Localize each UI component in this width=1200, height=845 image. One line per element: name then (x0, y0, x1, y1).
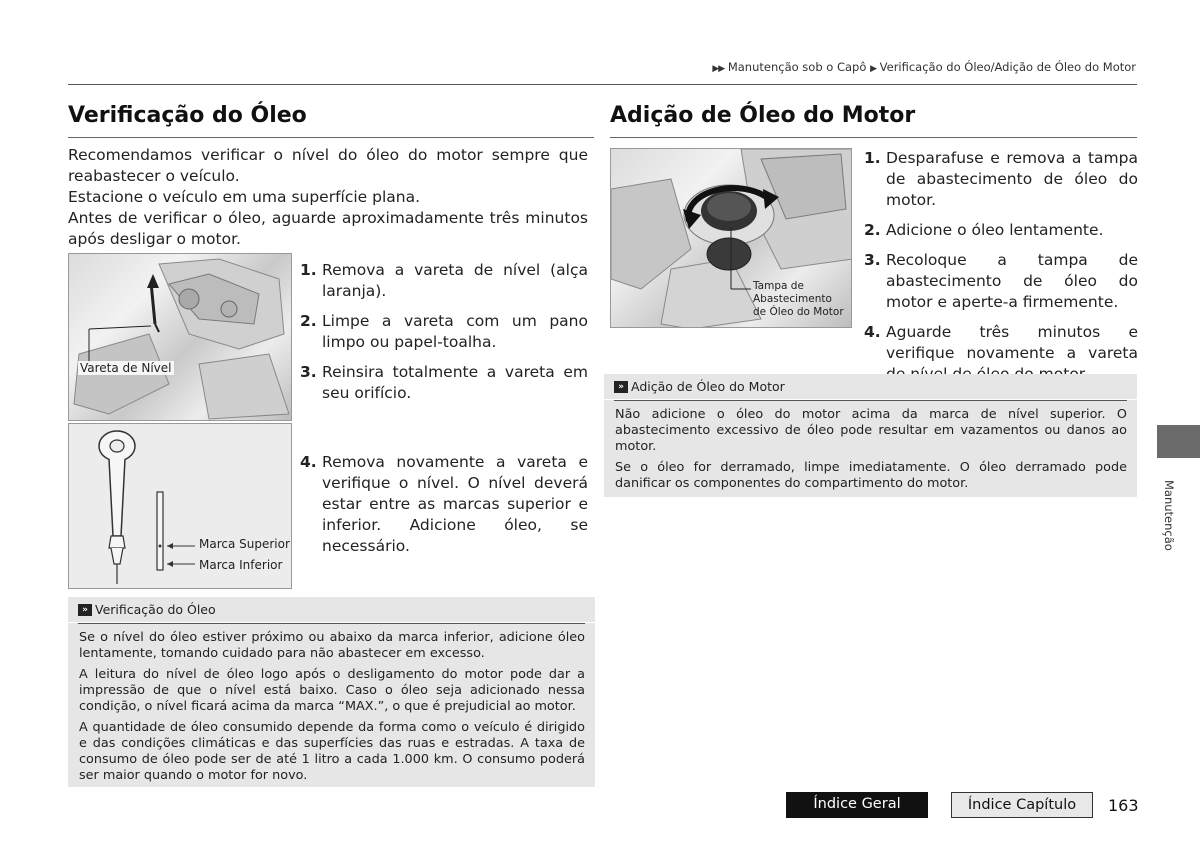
intro-paragraph: Estacione o veículo em uma superfície plana. (68, 188, 421, 206)
section-title-oil-check: Verificação do Óleo (68, 103, 307, 128)
oil-check-step-4 (300, 452, 588, 566)
note-header (68, 597, 595, 623)
list-item: 1. Desparafuse e remova a tampa de abastecimento de óleo do motor. (864, 149, 1138, 209)
note-title[interactable]: Adição de Óleo do Motor (631, 379, 785, 394)
note-icon: » (614, 381, 628, 393)
section-divider (68, 137, 594, 138)
note-paragraph: Se o óleo for derramado, limpe imediatamente. O óleo derramado pode danificar os componentes do compartimento do motor. (615, 460, 1127, 491)
note-paragraph: A leitura do nível de óleo logo após o desligamento do motor pode dar a impressão de que o nível está baixo. Caso o óleo seja adicionado nessa condição, o nível ficará acima da marca “MAX.”, o que é prejudicial ao motor. (79, 667, 585, 714)
note-body (604, 401, 1137, 505)
arrow-icon: ▶ (870, 64, 876, 74)
page-number: 163 (1108, 796, 1139, 815)
note-paragraph: A quantidade de óleo consumido depende da forma como o veículo é dirigido e das condições climáticas e das superfícies das ruas e estradas. A taxa de consumo de óleo pode ser de até 1 litro a cada 1.000 km. O consumo poderá ser maior quando o motor for novo. (79, 720, 585, 783)
note-body (68, 624, 595, 797)
list-item: 3. Reinsira totalmente a vareta em seu orifício. (300, 363, 588, 402)
oil-cap-callout: Tampa de Abastecimento de Óleo do Motor (753, 280, 844, 318)
list-item: 2. Adicione o óleo lentamente. (864, 221, 1104, 239)
add-oil-steps (864, 148, 1138, 394)
chapter-index-button[interactable]: Índice Capítulo (951, 792, 1093, 818)
note-header (604, 374, 1137, 400)
note-icon: » (78, 604, 92, 616)
dipstick-figure (68, 423, 292, 589)
breadcrumb (712, 60, 1136, 74)
section-divider (610, 137, 1137, 138)
oil-cap-figure (610, 148, 852, 328)
list-item: 1. Remova a vareta de nível (alça laranja). (300, 261, 588, 300)
add-oil-note (604, 374, 1137, 497)
oil-check-steps (300, 260, 588, 413)
intro-paragraph: Antes de verificar o óleo, aguarde aproximadamente três minutos após desligar o motor. (68, 209, 588, 248)
double-arrow-icon: ▶▶ (712, 64, 725, 74)
breadcrumb-item-maintenance[interactable]: Manutenção sob o Capô (727, 60, 867, 74)
engine-dipstick-figure (68, 253, 292, 421)
dipstick-callout: Vareta de Nível (80, 361, 172, 375)
note-paragraph: Se o nível do óleo estiver próximo ou abaixo da marca inferior, adicione óleo lentamente, tomando cuidado para não abastecer em excesso. (79, 630, 585, 661)
chapter-tab[interactable] (1157, 425, 1200, 458)
note-paragraph: Não adicione o óleo do motor acima da marca de nível superior. O abastecimento excessivo de óleo pode resultar em vazamentos ou danos ao motor. (615, 407, 1127, 454)
breadcrumb-item-oil[interactable]: Verificação do Óleo/Adição de Óleo do Motor (879, 60, 1136, 74)
oil-check-note (68, 597, 595, 787)
general-index-button[interactable]: Índice Geral (786, 792, 928, 818)
list-item: 4. Remova novamente a vareta e verifique o nível. O nível deverá estar entre as marcas superior e inferior. Adicione óleo, se necessário. (300, 453, 588, 555)
header-divider (68, 84, 1137, 85)
chapter-label: Manutenção (1162, 480, 1176, 551)
list-item: 4. Aguarde três minutos e verifique novamente a vareta (864, 323, 1138, 362)
list-item: 3. Recoloque a tampa de abastecimento de óleo do motor e aperte-a firmemente. (864, 251, 1138, 311)
list-item: 2. Limpe a vareta com um pano limpo ou papel-toalha. (300, 312, 588, 351)
upper-mark-label: Marca Superior (199, 537, 290, 551)
engine-illustration (69, 254, 292, 421)
intro-text (68, 145, 588, 250)
intro-paragraph: Recomendamos verificar o nível do óleo do motor sempre que reabastecer o veículo. (68, 146, 588, 185)
note-title[interactable]: Verificação do Óleo (95, 602, 216, 617)
section-title-add-oil: Adição de Óleo do Motor (610, 103, 916, 128)
lower-mark-label: Marca Inferior (199, 558, 283, 572)
